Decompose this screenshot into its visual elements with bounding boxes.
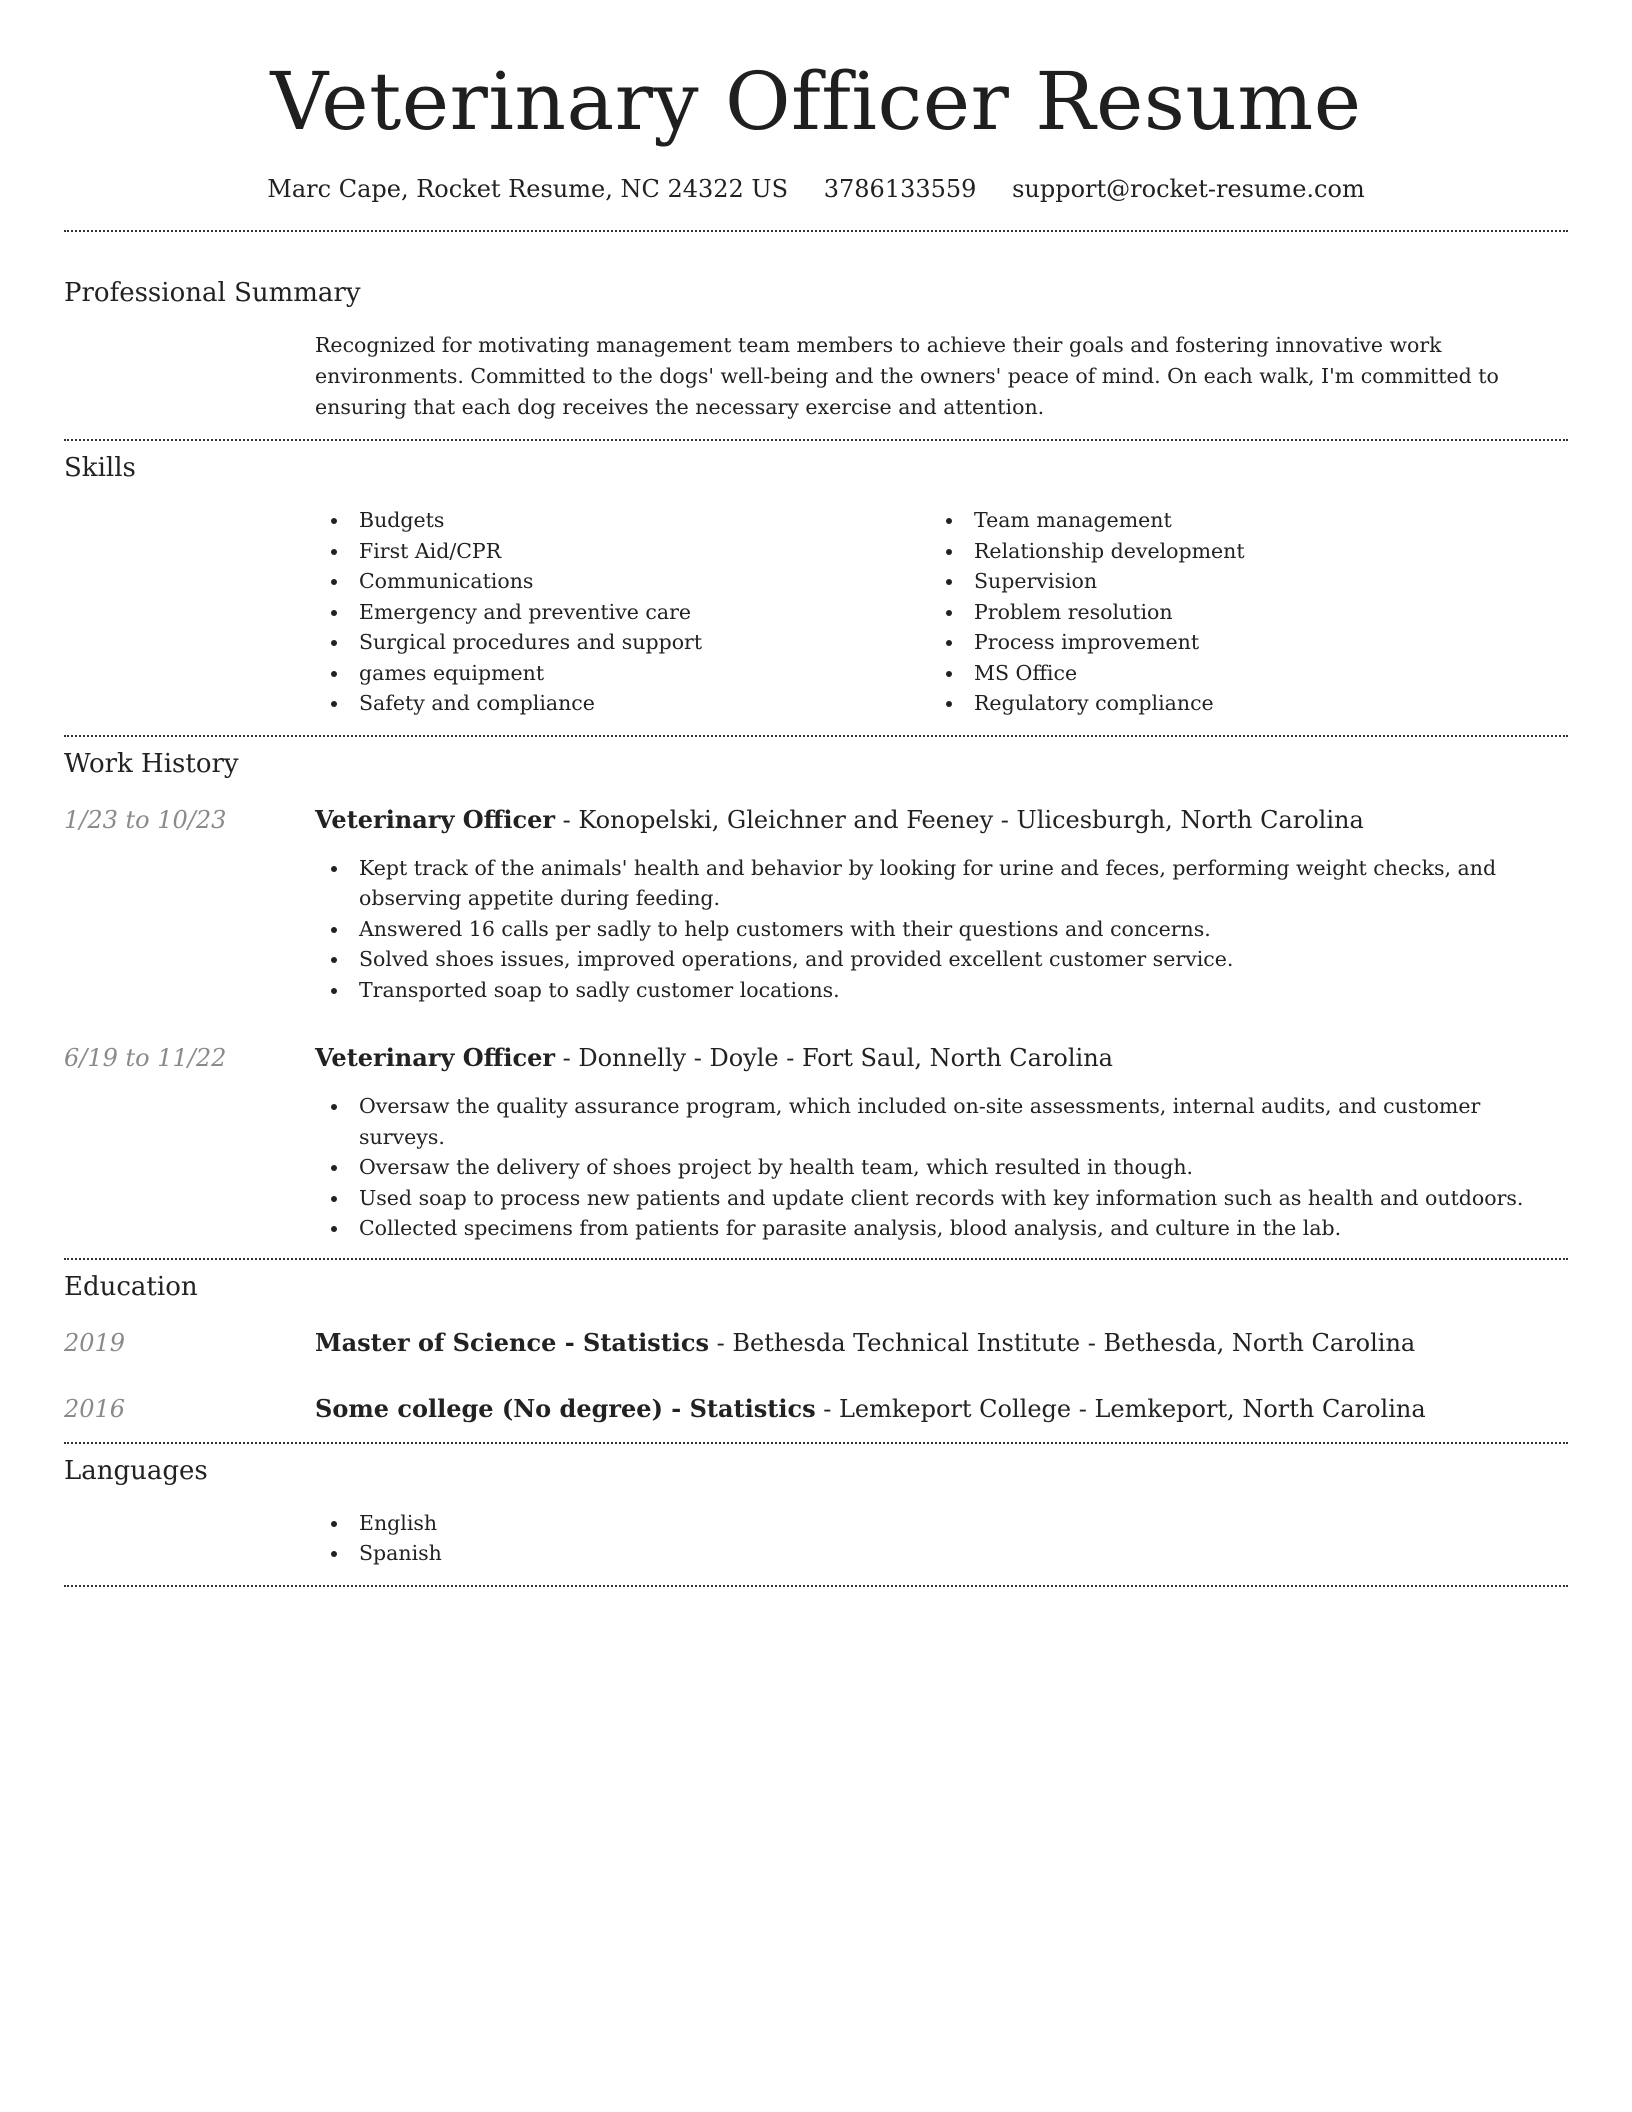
skill-item: First Aid/CPR [315,536,930,567]
contact-phone: 3786133559 [823,175,977,203]
summary-text: Recognized for motivating management team members to achieve their goals and fostering innovative work environments. Committed to the dogs' well-being and the owners' peace of mind. On each walk, I'm committed to ensuring that each dog receives the necessary exercise and attention. [315,333,1499,419]
job-title [315,1041,1113,1075]
divider [64,735,1568,737]
contact-address: Marc Cape, Rocket Resume, NC 24322 US [267,175,789,203]
skill-item: games equipment [315,658,930,689]
skills-column-right [930,505,1545,719]
skill-item: Safety and compliance [315,688,930,719]
skill-item: MS Office [930,658,1545,689]
job-entry [64,803,1568,1006]
skill-item: Supervision [930,566,1545,597]
education-entry [64,1392,1568,1426]
skill-item: Communications [315,566,930,597]
job-bullets [315,1091,1568,1244]
skill-item: Surgical procedures and support [315,627,930,658]
education-year: 2019 [64,1328,126,1357]
job-bullets [315,853,1568,1006]
job-details: - Konopelski, Gleichner and Feeney - Ulicesburgh, North Carolina [555,805,1364,834]
job-header [64,1041,1568,1075]
divider [64,1442,1568,1444]
job-entry [64,1041,1568,1244]
summary-heading: Professional Summary [64,278,361,308]
job-dates: 1/23 to 10/23 [64,805,227,834]
skill-item: Budgets [315,505,930,536]
contact-email: support@rocket-resume.com [1012,175,1365,203]
skill-item: Emergency and preventive care [315,597,930,628]
education-degree: Some college (No degree) - Statistics [315,1393,816,1423]
job-bullet: Kept track of the animals' health and behavior by looking for urine and feces, performing weight checks, and observing appetite during feeding. [315,853,1568,914]
skill-item: Team management [930,505,1545,536]
skill-item: Regulatory compliance [930,688,1545,719]
skill-item: Problem resolution [930,597,1545,628]
education-entry [64,1326,1568,1360]
skills-column-left [315,505,930,719]
skills-list [315,505,1568,719]
education-heading: Education [64,1271,198,1302]
divider [64,230,1568,232]
resume-title: Veterinary Officer Resume [270,55,1362,148]
education-degree: Master of Science - Statistics [315,1327,710,1357]
job-header [64,803,1568,837]
skill-item: Relationship development [930,536,1545,567]
job-bullet: Collected specimens from patients for parasite analysis, blood analysis, and culture in the lab. [315,1213,1568,1244]
education-year: 2016 [64,1394,126,1423]
education-title [315,1326,1415,1360]
education-details: - Lemkeport College - Lemkeport, North Carolina [815,1394,1426,1423]
work-heading: Work History [64,748,239,779]
languages-heading: Languages [64,1455,208,1486]
language-item: English [315,1508,1568,1539]
languages-list [315,1508,1568,1569]
divider [64,439,1568,441]
resume-page [64,0,1568,1587]
job-bullet: Solved shoes issues, improved operations, and provided excellent customer service. [315,944,1568,975]
language-item: Spanish [315,1538,1568,1569]
job-bullet: Answered 16 calls per sadly to help customers with their questions and concerns. [315,914,1568,945]
job-role: Veterinary Officer [315,804,555,834]
skills-heading: Skills [64,453,136,483]
contact-line [64,172,1568,206]
divider [64,1258,1568,1260]
education-details: - Bethesda Technical Institute - Bethesda, North Carolina [709,1328,1416,1357]
divider [64,1585,1568,1587]
skill-item: Process improvement [930,627,1545,658]
job-bullet: Used soap to process new patients and update client records with key information such as health and outdoors. [315,1183,1568,1214]
job-bullet: Oversaw the delivery of shoes project by health team, which resulted in though. [315,1152,1568,1183]
job-title [315,803,1364,837]
job-bullet: Transported soap to sadly customer locations. [315,975,1568,1006]
job-role: Veterinary Officer [315,1043,555,1072]
job-bullet: Oversaw the quality assurance program, which included on-site assessments, internal audits, and customer surveys. [315,1091,1568,1152]
job-dates: 6/19 to 11/22 [64,1044,227,1072]
education-title [315,1392,1426,1426]
job-details: - Donnelly - Doyle - Fort Saul, North Carolina [555,1044,1113,1072]
